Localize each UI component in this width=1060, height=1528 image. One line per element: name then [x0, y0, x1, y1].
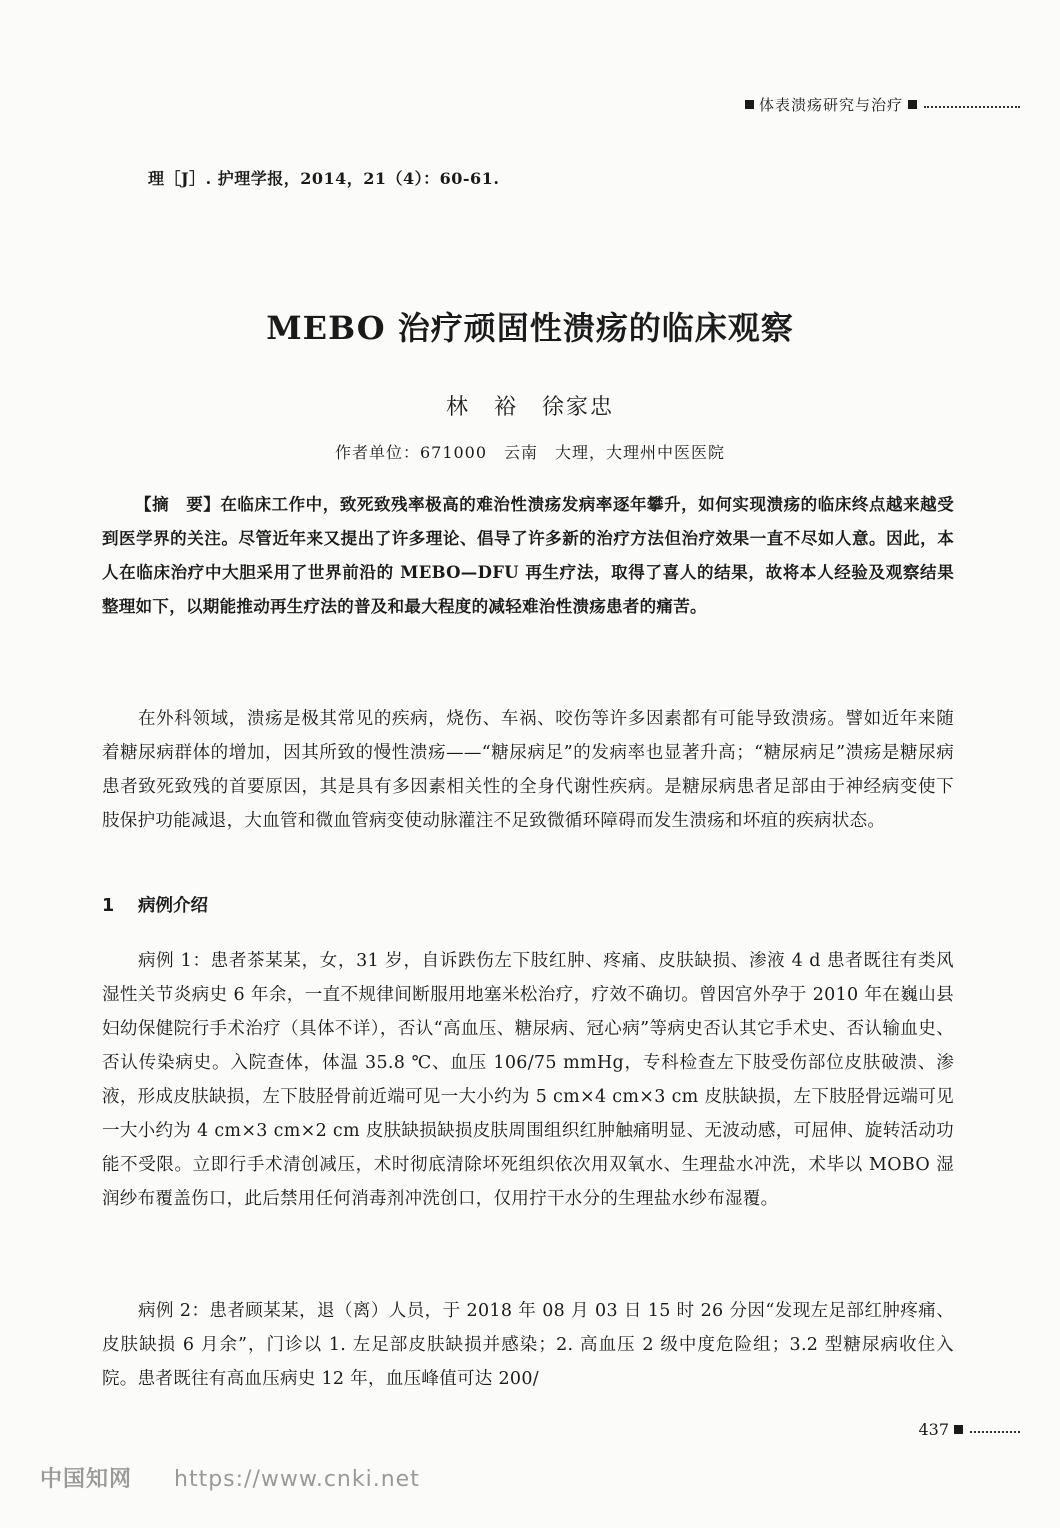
intro-paragraph: 在外科领域，溃疡是极其常见的疾病，烧伤、车祸、咬伤等许多因素都有可能导致溃疡。譬如近年来随着糖尿病群体的增加，因其所致的慢性溃疡——“糖尿病足”的发病率也显著升高；“糖尿病足”溃疡是糖尿病患者致死致残的首要原因，其是具有多因素相关性的全身代谢性疾病。是糖尿病患者足部由于神经病变使下肢保护功能减退，大血管和微血管病变使动脉灌注不足致微循环障碍而发生溃疡和坏疽的疾病状态。: [102, 709, 954, 831]
article-authors: 林 裕 徐家忠: [445, 395, 614, 420]
author-affiliation: 作者单位：671000 云南 大理，大理州中医医院: [334, 443, 726, 462]
running-header: [560, 94, 1020, 115]
abstract-text: 在临床工作中，致死致残率极高的难治性溃疡发病率逐年攀升，如何实现溃疡的临床终点越来越受到医学界的关注。尽管近年来又提出了许多理论、倡导了许多新的治疗方法但治疗效果一直不尽如人意。因此，本人在临床治疗中大胆采用了世界前沿的 MEBO—DFU 再生疗法，取得了喜人的结果，故将本人经验及观察结果整理如下，以期能推动再生疗法的普及和最大程度的减轻难治性溃疡患者的痛苦。: [102, 495, 954, 616]
square-bullet-icon: [908, 100, 917, 109]
case-1-paragraph: 病例 1：患者茶某某，女，31 岁，自诉跌伤左下肢红肿、疼痛、皮肤缺损、渗液 4 d 患者既往有类风湿性关节炎病史 6 年余，一直不规律间断服用地塞米松治疗，疗效不确切。曾因宫外孕于 2010 年在巍山县妇幼保健院行手术治疗（具体不详），否认“高血压、糖尿病、冠心病”等病史否认其它手术史、否认输血史、否认传染病史。入院查体，体温 35.8 ℃、血压 106/75 mmHg，专科检查左下肢受伤部位皮肤破溃、渗液，形成皮肤缺损，左下肢胫骨前近端可见一大小约为 5 cm×4 cm×3 cm 皮肤缺损，左下肢胫骨远端可见一大小约为 4 cm×3 cm×2 cm 皮肤缺损缺损皮肤周围组织红肿触痛明显、无波动感，可屈伸、旋转活动功能不受限。立即行手术清创减压，术时彻底清除坏死组织依次用双氧水、生理盐水冲洗，术毕以 MOBO 湿润纱布覆盖伤口，此后禁用任何消毒剂冲洗创口，仅用拧干水分的生理盐水纱布湿覆。: [102, 951, 954, 1209]
case-2-paragraph: 病例 2：患者顾某某，退（离）人员，于 2018 年 08 月 03 日 15 时 26 分因“发现左足部红肿疼痛、皮肤缺损 6 月余”，门诊以 1. 左足部皮肤缺损并感染；2. 高血压 2 级中度危险组；3.2 型糖尿病收住入院。患者既往有高血压病史 12 年，血压峰值可达 200/: [102, 1301, 954, 1389]
article-title: MEBO 治疗顽固性溃疡的临床观察: [266, 309, 794, 348]
square-bullet-icon: [954, 1425, 963, 1434]
section-heading: [102, 892, 208, 917]
dotted-leader: [924, 106, 1020, 108]
page-number-value: 437: [918, 1420, 949, 1439]
square-bullet-icon: [745, 100, 754, 109]
section-number: 1: [102, 896, 115, 916]
header-section-title: 体表溃疡研究与治疗: [758, 96, 903, 114]
cnki-watermark: [40, 1462, 420, 1493]
section-title: 病例介绍: [138, 896, 208, 916]
dotted-leader: [970, 1431, 1020, 1433]
watermark-brand: 中国知网: [40, 1467, 133, 1492]
reference-tail: 理［J］. 护理学报，2014，21（4）：60-61.: [148, 169, 500, 188]
abstract-label: 【摘 要】: [135, 495, 221, 514]
page-number: [918, 1420, 1020, 1439]
abstract: [102, 488, 954, 624]
watermark-url: https://www.cnki.net: [174, 1467, 420, 1492]
